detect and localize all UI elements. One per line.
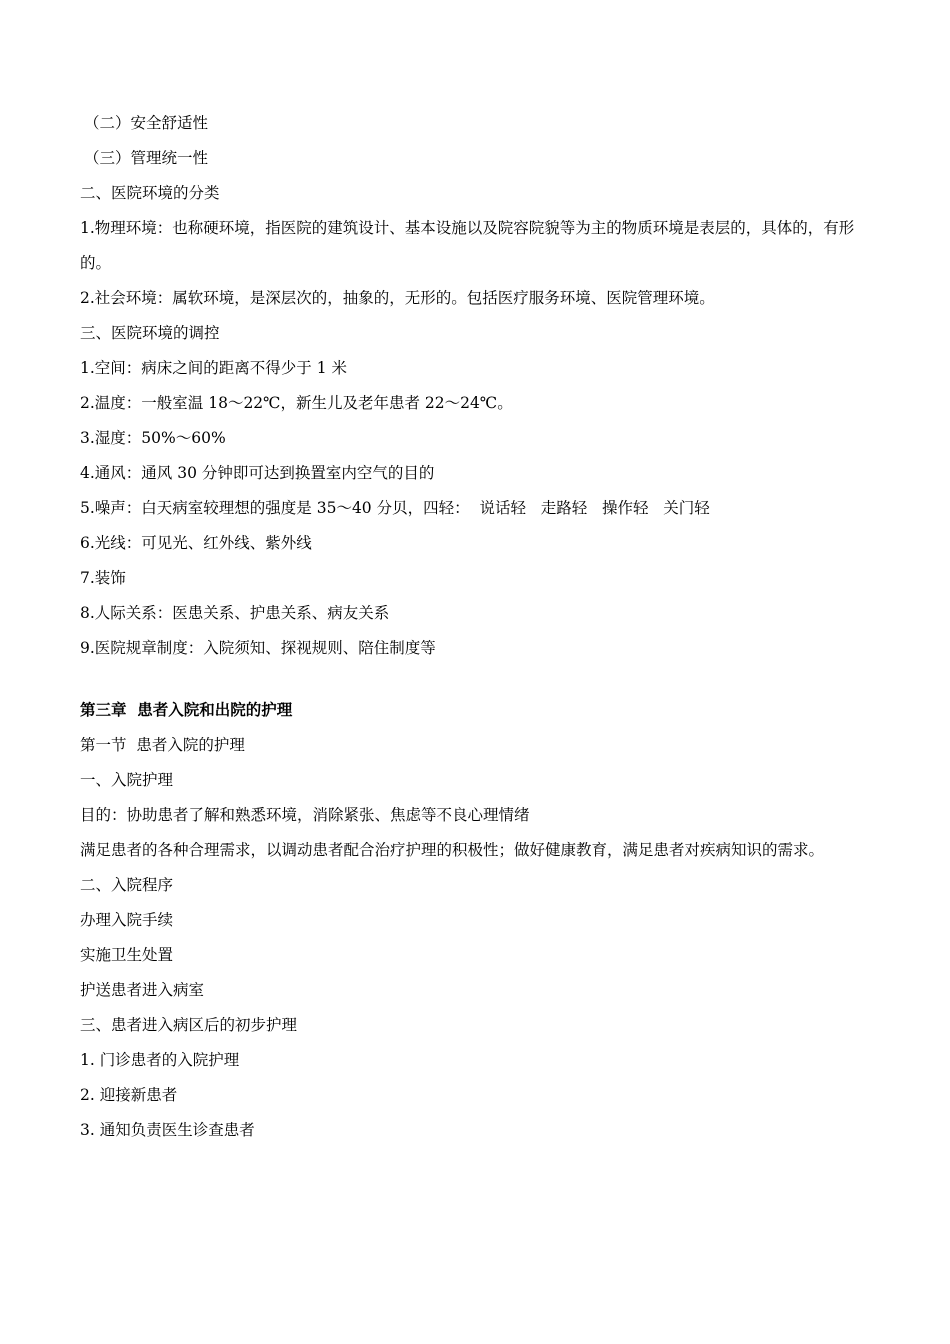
list-item: 1. 门诊患者的入院护理 (80, 1051, 240, 1069)
section-heading: 二、入院程序 (80, 876, 174, 894)
list-item: 3.湿度：50%～60% (80, 429, 226, 447)
list-item: 5.噪声：白天病室较理想的强度是 35～40 分贝，四轻： 说话轻 走路轻 操作轻 关门轻 (80, 499, 710, 517)
text-line: （三）管理统一性 (84, 149, 209, 167)
section-title: 第一节 患者入院的护理 (80, 736, 245, 754)
section-heading: 三、医院环境的调控 (80, 324, 220, 342)
list-item: 4.通风：通风 30 分钟即可达到换置室内空气的目的 (80, 464, 435, 482)
list-item: 办理入院手续 (80, 911, 174, 929)
paragraph: 目的：协助患者了解和熟悉环境，消除紧张、焦虑等不良心理情绪 (80, 806, 530, 824)
paragraph: 满足患者的各种合理需求，以调动患者配合治疗护理的积极性；做好健康教育，满足患者对疾病知识的需求。 (80, 841, 825, 859)
list-item: 1.空间：病床之间的距离不得少于 1 米 (80, 359, 348, 377)
list-item: 实施卫生处置 (80, 946, 174, 964)
list-item: 9.医院规章制度：入院须知、探视规则、陪住制度等 (80, 639, 436, 657)
list-item: 2.温度：一般室温 18～22℃，新生儿及老年患者 22～24℃。 (80, 394, 513, 412)
list-item: 护送患者进入病室 (80, 981, 205, 999)
list-item: 6.光线：可见光、红外线、紫外线 (80, 534, 312, 552)
spacer (80, 666, 870, 693)
list-item: 8.人际关系：医患关系、护患关系、病友关系 (80, 604, 390, 622)
list-item: 7.装饰 (80, 569, 126, 587)
paragraph: 1.物理环境：也称硬环境，指医院的建筑设计、基本设施以及院容院貌等为主的物质环境是表层的，具体的，有形的。 (80, 219, 855, 272)
section-heading: 一、入院护理 (80, 771, 174, 789)
paragraph: 2.社会环境：属软环境，是深层次的，抽象的，无形的。包括医疗服务环境、医院管理环境。 (80, 289, 715, 307)
list-item: 2. 迎接新患者 (80, 1086, 178, 1104)
list-item: 3. 通知负责医生诊查患者 (80, 1121, 255, 1139)
document-body (80, 106, 870, 1148)
text-line: （二）安全舒适性 (84, 114, 209, 132)
section-heading: 三、患者进入病区后的初步护理 (80, 1016, 298, 1034)
chapter-title: 第三章 患者入院和出院的护理 (80, 701, 293, 719)
section-heading: 二、医院环境的分类 (80, 184, 220, 202)
